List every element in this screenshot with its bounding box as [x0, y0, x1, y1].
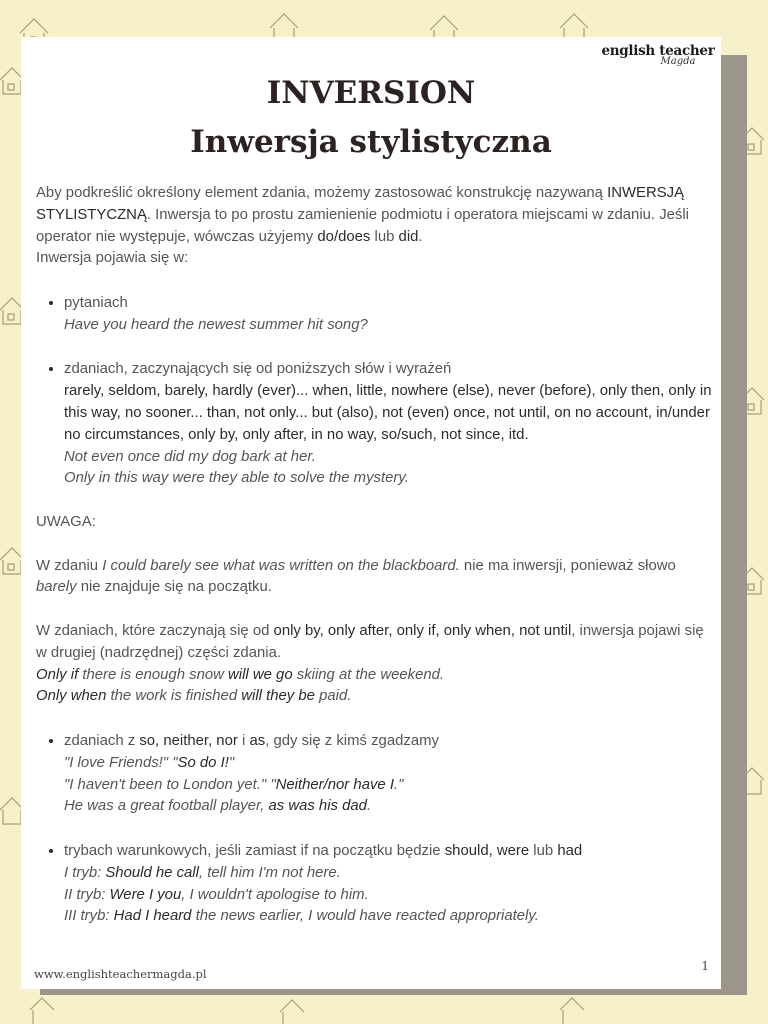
note-example: I could barely see what was written on the blackboard. [102, 557, 460, 574]
bullet-list [36, 730, 712, 818]
example-text: ." [393, 776, 404, 793]
example-bold: will they be [241, 688, 315, 705]
list-item [64, 730, 712, 818]
intro-text: . [418, 228, 423, 245]
example-text: , tell him I'm not here. [198, 864, 341, 881]
brand-logo [599, 43, 717, 67]
footer-website: www.englishteachermagda.pl [34, 967, 207, 981]
bullet-label [64, 843, 582, 859]
example-sentence [64, 885, 712, 907]
bullet-keyword: as [249, 732, 266, 749]
example-sentence [64, 906, 712, 928]
intro-text: lub [370, 228, 399, 245]
bullet-list [36, 292, 712, 337]
note-paragraph [36, 621, 712, 665]
example-text: I tryb: [64, 864, 106, 881]
note-text: nie ma inwersji, ponieważ słowo [459, 557, 676, 574]
intro-text: Aby podkreślić określony element zdania, możemy zastosować konstrukcję nazywaną [36, 185, 608, 201]
example-text: there is enough snow [78, 666, 229, 683]
bullet-text: , gdy się z kimś zgadzamy [265, 732, 439, 749]
example-text: paid. [314, 688, 352, 705]
note-text: , inwersja pojawi się w drugiej (nadrzędnej) części zdania. [36, 622, 704, 661]
example-text: III tryb: [64, 908, 114, 925]
example-bold: So do I! [177, 754, 229, 771]
example-text: the news earlier, I would have reacted appropriately. [191, 908, 539, 925]
intro-keyword: did [398, 228, 419, 245]
example-text: He was a great football player, [64, 798, 269, 815]
worksheet-page [21, 37, 721, 989]
note-text: W zdaniach, które zaczynają się od [36, 622, 274, 639]
example-sentence [36, 686, 712, 708]
example-sentence [64, 775, 712, 797]
example-sentence: Not even once did my dog bark at her. [64, 448, 316, 465]
note-heading: UWAGA: [36, 513, 96, 530]
page-title: INVERSION [266, 75, 476, 111]
example-sentence [64, 753, 712, 775]
note-keywords: only by, only after, only if, only when, not until [273, 622, 572, 639]
example-text: skiing at the weekend. [292, 666, 445, 683]
bullet-list [36, 358, 712, 490]
example-sentence [64, 796, 712, 818]
note-paragraph [36, 556, 712, 600]
example-text: "I haven't been to London yet." " [64, 776, 276, 793]
example-bold: Only when [36, 688, 107, 705]
note-text: nie znajduje się na początku. [76, 579, 272, 596]
example-sentence [36, 665, 712, 687]
bullet-keyword: should, were [444, 842, 530, 859]
bullet-keyword: so, neither, nor [139, 732, 238, 749]
worksheet-content [36, 183, 712, 928]
list-item [64, 292, 712, 337]
page-subtitle: Inwersja stylistyczna [190, 124, 552, 160]
list-item [64, 358, 712, 490]
example-sentence: Have you heard the newest summer hit song? [64, 316, 368, 333]
bullet-label: pytaniach [64, 294, 128, 311]
example-bold: Were I you [109, 886, 182, 903]
example-sentence [64, 863, 712, 885]
bullet-keyword: had [557, 842, 583, 859]
example-text: " [228, 754, 235, 771]
example-text: II tryb: [64, 886, 110, 903]
logo-signature: Magda [660, 56, 696, 67]
note-example: barely [36, 579, 77, 596]
example-bold: will we go [228, 666, 293, 683]
intro-paragraph [36, 183, 712, 248]
example-bold: Had I heard [113, 908, 192, 925]
example-text: . [366, 798, 372, 815]
intro-term: INWERSJĄ STYLISTYCZNĄ [36, 185, 685, 223]
intro-lead: Inwersja pojawia się w: [36, 250, 189, 267]
example-text: "I love Friends!" " [64, 754, 178, 771]
keyword-list: rarely, seldom, barely, hardly (ever)... when, little, nowhere (else), never (before), only then, only in this way, no sooner... than, not only... but (also), not (even) once, not until, on no account, in/under no circumstances, only by, only after, in no way, so/such, not since, itd. [64, 383, 712, 443]
logo-text: english teacher [601, 43, 715, 59]
intro-keyword: do/does [317, 228, 371, 245]
list-item [64, 840, 712, 928]
bullet-text: zdaniach z [64, 732, 140, 749]
bullet-text: trybach warunkowych, jeśli zamiast if na początku będzie [64, 842, 445, 859]
intro-text: . Inwersja to po prostu zamienienie podmiotu i operatora miejscami w zdaniu. Jeśli operator nie występuje, wówczas użyjemy [36, 206, 689, 245]
example-text: the work is finished [106, 688, 242, 705]
bullet-label: zdaniach, zaczynających się od poniższych słów i wyrażeń [64, 361, 452, 378]
example-bold: Neither/nor have I [275, 776, 394, 793]
example-sentence: Only in this way were they able to solve the mystery. [64, 470, 409, 487]
bullet-text: lub [529, 842, 558, 859]
page-number: 1 [701, 959, 709, 973]
example-text: , I wouldn't apologise to him. [181, 886, 369, 903]
bullet-text: i [237, 732, 250, 749]
example-bold: as was his dad [268, 798, 367, 815]
example-bold: Only if [36, 666, 79, 683]
bullet-label [64, 733, 439, 749]
bullet-list [36, 840, 712, 928]
example-bold: Should he call [105, 864, 199, 881]
note-text: W zdaniu [36, 557, 103, 574]
